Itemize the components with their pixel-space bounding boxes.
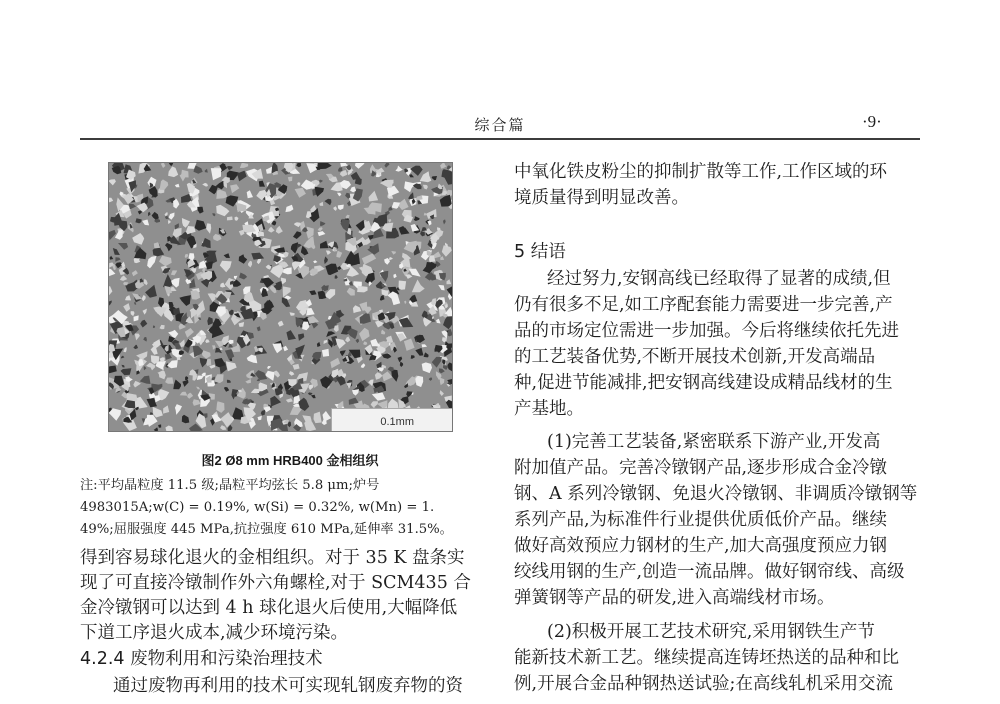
left-body-line-last: 通过废物再利用的技术可实现轧钢废弃物的资 [113, 676, 463, 696]
left-body-line-4: 下道工序退火成本,减少环境污染。 [80, 623, 349, 643]
conclusion-p1-line-3: 品的市场定位需进一步加强。今后将继续依托先进 [514, 321, 899, 341]
left-body-line-3: 金冷镦钢可以达到 4 h 球化退火后使用,大幅降低 [80, 598, 458, 618]
conclusion-p1-line-2: 仍有很多不足,如工序配套能力需要进一步完善,产 [514, 295, 893, 315]
conclusion-p2-line-1: (1)完善工艺装备,紧密联系下游产业,开发高 [547, 432, 881, 452]
conclusion-p3-line-3: 例,开展合金品种钢热送试验;在高线轧机采用交流 [514, 674, 893, 694]
conclusion-p1-line-6: 产基地。 [514, 399, 584, 419]
conclusion-p1-line-4: 的工艺装备优势,不断开展技术创新,开发高端品 [514, 347, 876, 367]
page-number: ·9· [862, 112, 882, 131]
micrograph-figure [108, 162, 453, 432]
conclusion-p2-line-3: 钢、A 系列冷镦钢、免退火冷镦钢、非调质冷镦钢等 [514, 484, 918, 504]
figure-note-line-1: 注:平均晶粒度 11.5 级;晶粒平均弦长 5.8 μm;炉号 [80, 478, 380, 493]
left-body-line-2: 现了可直接冷镦制作外六角螺栓,对于 SCM435 合 [80, 573, 471, 593]
scale-bar-label: 0.1mm [380, 416, 414, 428]
header-rule [80, 138, 920, 140]
conclusion-p2-line-5: 做好高效预应力钢材的生产,加大高强度预应力钢 [514, 536, 888, 556]
conclusion-p2-line-7: 弹簧钢等产品的研发,进入高端线材市场。 [514, 588, 835, 608]
section-heading-4-2-4: 4.2.4 废物利用和污染治理技术 [80, 649, 323, 669]
section-heading-5: 5 结语 [514, 242, 566, 262]
left-body-line-1: 得到容易球化退火的金相组织。对于 35 K 盘条实 [80, 548, 465, 568]
conclusion-p1-line-5: 种,促进节能减排,把安钢高线建设成精品线材的生 [514, 373, 893, 393]
figure-note-line-2: 4983015A;w(C) = 0.19%, w(Si) = 0.32%, w(Mn) = 1. [80, 500, 435, 515]
conclusion-p3-line-2: 能新技术新工艺。继续提高连铸坯热送的品种和比 [514, 648, 899, 668]
conclusion-p2-line-6: 绞线用钢的生产,创造一流品牌。做好钢帘线、高级 [514, 562, 905, 582]
micrograph-grain [322, 349, 329, 357]
figure-caption: 图2 Ø8 mm HRB400 金相组织 [201, 453, 379, 468]
conclusion-p2-line-4: 系列产品,为标准件行业提供优质低价产品。继续 [514, 510, 888, 530]
conclusion-p2-line-2: 附加值产品。完善冷镦钢产品,逐步形成合金冷镦 [514, 458, 888, 478]
micrograph-grain [399, 281, 407, 290]
scale-bar-box [331, 408, 452, 431]
right-intro-line-2: 境质量得到明显改善。 [514, 188, 689, 208]
conclusion-p3-line-1: (2)积极开展工艺技术研究,采用钢铁生产节 [547, 622, 875, 642]
conclusion-p1-line-1: 经过努力,安钢高线已经取得了显著的成绩,但 [547, 269, 891, 289]
right-intro-line-1: 中氧化铁皮粉尘的抑制扩散等工作,工作区域的环 [514, 162, 888, 182]
figure-note-line-3: 49%;屈服强度 445 MPa,抗拉强度 610 MPa,延伸率 31.5%。 [80, 522, 453, 537]
running-header-title: 综合篇 [474, 116, 526, 134]
micrograph-image [109, 163, 452, 431]
